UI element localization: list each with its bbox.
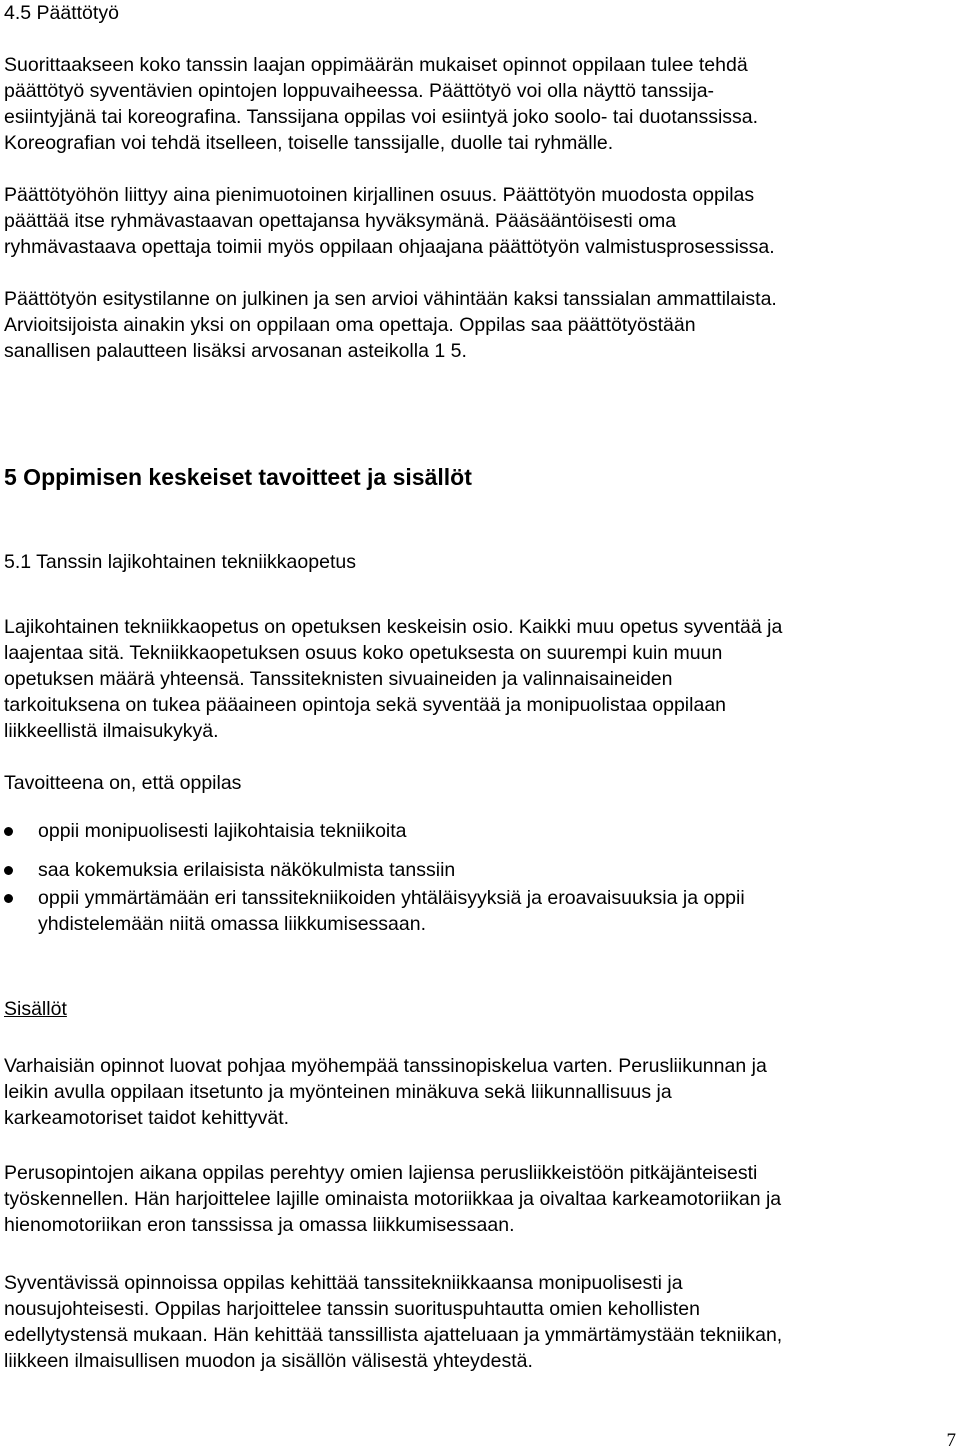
text-line: opetuksen määrä yhteensä. Tanssiteknisten sivuaineiden ja valinnaisaineiden (4, 668, 673, 690)
text-line: Arvioitsijoista ainakin yksi on oppilaan oma opettaja. Oppilas saa päättötyöstään (4, 314, 696, 336)
text-line: Suorittaakseen koko tanssin laajan oppimäärän mukaiset opinnot oppilaan tulee tehdä (4, 54, 748, 76)
bullet-icon (4, 866, 13, 875)
text-line: esiintyjänä tai koreografina. Tanssijana oppilas voi esiintyä joko soolo- tai duotanssissa. (4, 106, 759, 128)
list-item-text: oppii monipuolisesti lajikohtaisia tekniikoita (38, 820, 407, 842)
text-line: leikin avulla oppilaan itsetunto ja myönteinen minäkuva sekä liikunnallisuus ja (4, 1081, 672, 1103)
bullet-icon (4, 827, 13, 836)
section-heading-5-1: 5.1 Tanssin lajikohtainen tekniikkaopetus (4, 551, 356, 573)
chapter-heading-5: 5 Oppimisen keskeiset tavoitteet ja sisällöt (4, 464, 472, 490)
bullet-icon (4, 894, 13, 903)
text-line: ryhmävastaava opettaja toimii myös oppilaan ohjaajana päättötyön valmistusprosessissa. (4, 236, 775, 258)
goals-intro: Tavoitteena on, että oppilas (4, 772, 242, 794)
text-line: Päättötyön esitystilanne on julkinen ja sen arvioi vähintään kaksi tanssialan ammattilaista. (4, 288, 777, 310)
text-line: laajentaa sitä. Tekniikkaopetuksen osuus koko opetuksesta on suurempi kuin muun (4, 642, 723, 664)
text-line: Perusopintojen aikana oppilas perehtyy omien lajiensa perusliikkeistöön pitkäjänteisesti (4, 1162, 758, 1184)
list-item-text: oppii ymmärtämään eri tanssitekniikoiden yhtäläisyyksiä ja eroavaisuuksia ja oppii (38, 887, 745, 909)
text-line: hienomotoriikan eron tanssissa ja omassa liikkumisessaan. (4, 1214, 515, 1236)
list-item-text: yhdistelemään niitä omassa liikkumisessaan. (38, 913, 427, 935)
text-line: tarkoituksena on tukea pääaineen opintoja sekä syventää ja monipuolistaa oppilaan (4, 694, 727, 716)
text-line: Koreografian voi tehdä itselleen, toiselle tanssijalle, duolle tai ryhmälle. (4, 132, 614, 154)
text-line: Päättötyöhön liittyy aina pienimuotoinen kirjallinen osuus. Päättötyön muodosta oppilas (4, 184, 755, 206)
text-line: karkeamotoriset taidot kehittyvät. (4, 1107, 290, 1129)
text-line: Lajikohtainen tekniikkaopetus on opetuksen keskeisin osio. Kaikki muu opetus syventää ja (4, 616, 783, 638)
list-item-text: saa kokemuksia erilaisista näkökulmista tanssiin (38, 859, 456, 881)
text-line: sanallisen palautteen lisäksi arvosanan asteikolla 1 5. (4, 340, 467, 362)
contents-heading: Sisällöt (4, 998, 67, 1020)
text-line: liikkeellistä ilmaisukykyä. (4, 720, 219, 742)
text-line: edellytystensä mukaan. Hän kehittää tanssillista ajatteluaan ja ymmärtämystään tekniikan, (4, 1324, 783, 1346)
text-line: työskennellen. Hän harjoittelee lajille ominaista motoriikkaa ja oivaltaa karkeamotoriikan ja (4, 1188, 782, 1210)
text-line: Syventävissä opinnoissa oppilas kehittää tanssitekniikkaansa monipuolisesti ja (4, 1272, 683, 1294)
text-line: päättötyö syventävien opintojen loppuvaiheessa. Päättötyö voi olla näyttö tanssija- (4, 80, 715, 102)
text-line: liikkeen ilmaisullisen muodon ja sisällön välisestä yhteydestä. (4, 1350, 533, 1372)
page-number: 7 (946, 1430, 956, 1451)
text-line: päättää itse ryhmävastaavan opettajansa hyväksymänä. Pääsääntöisesti oma (4, 210, 677, 232)
text-line: Varhaisiän opinnot luovat pohjaa myöhempää tanssinopiskelua varten. Perusliikunnan ja (4, 1055, 767, 1077)
section-heading-4-5: 4.5 Päättötyö (4, 2, 119, 24)
text-line: nousujohteisesti. Oppilas harjoittelee tanssin suorituspuhtautta omien kehollisten (4, 1298, 700, 1320)
